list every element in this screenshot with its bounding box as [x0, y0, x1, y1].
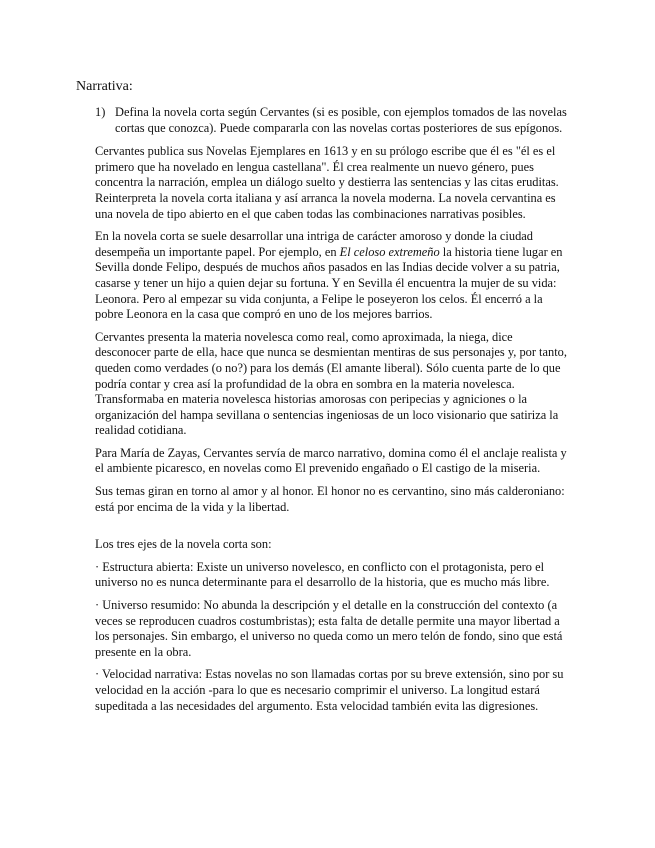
- paragraph-text-after: la historia tiene lugar en Sevilla donde Felipo, después de muchos años pasados en las Indias decide volver a su patria, casarse y tener un hijo a quien dejar su fortuna. Y en Sevilla él encuentra la mujer de su vida: Leonora. Pero al empezar su vida conjunta, a Felipe le poseyeron los celos. Él encerró a la pobre Leonora en la casa que compró en uno de los mejores barrios.: [95, 244, 563, 322]
- paragraph-velocidad-narrativa: · Velocidad narrativa: Estas novelas no son llamadas cortas por su breve extensión, sino por su velocidad en la acción -para lo que es necesario comprimir el universo. La longitud estará supeditada a las necesidades del argumento. Esta velocidad también evita las digresiones.: [95, 667, 564, 713]
- paragraph-text-before: En la novela corta se suele desarrollar una intriga de carácter amoroso y donde la ciudad desempeña un importante papel. Por ejemplo, en: [95, 229, 533, 259]
- paragraph-tres-ejes: Los tres ejes de la novela corta son:: [95, 537, 272, 552]
- question-number: 1): [95, 105, 106, 119]
- paragraph-temas: Sus temas giran en torno al amor y al honor. El honor no es cervantino, sino más calderoniano: está por encima de la vida y la libertad.: [95, 484, 565, 514]
- document-body: [95, 105, 570, 721]
- paragraph-maria-de-zayas: Para María de Zayas, Cervantes servía de marco narrativo, domina como él el anclaje realista y el ambiente picaresco, en novelas como El prevenido engañado o El castigo de la miseria.: [95, 445, 567, 476]
- question-text: Defina la novela corta según Cervantes (si es posible, con ejemplos tomados de las novelas cortas que conozca). Puede compararla con las novelas cortas posteriores de sus epígonos.: [115, 105, 567, 135]
- question-item: [95, 105, 570, 136]
- work-title: El celoso extremeño: [339, 244, 440, 259]
- paragraph-estructura-abierta: · Estructura abierta: Existe un universo novelesco, en conflicto con el protagonista, pero el universo no es nunca determinante para el desarrollo de la historia, que es mucho más libre.: [95, 559, 550, 590]
- section-heading: Narrativa:: [76, 79, 133, 94]
- paragraph-novelas-ejemplares: Cervantes publica sus Novelas Ejemplares en 1613 y en su prólogo escribe que él es "él es el primero que ha novelado en lengua castellana". Él crea realmente un nuevo género, pues concentra la narración, emplea un diálogo suelto y destierra las sentencias y las citas eruditas. Reinterpreta la novela corta italiana y así arranca la novela moderna. La novela cervantina es una novela de tipo abierto en el que caben todas las combinaciones narrativas posibles.: [95, 144, 559, 221]
- paragraph-materia-novelesca: Cervantes presenta la materia novelesca como real, como aproximada, la niega, dice desconocer parte de ella, hace que nunca se desmientan mentiras de sus personajes y, por tanto, queden como verdades (o no?) para los demás (El amante liberal). Sólo cuenta parte de lo que podría contar y crea así la profundidad de la obra en sombra en la materia novelesca. Transformaba en materia novelesca historias amorosas con peripecias y agniciones o la organización del hampa sevillana o sentencias ingeniosas de un loco visionario que satiriza la realidad cotidiana.: [95, 329, 567, 438]
- paragraph-intriga-amorosa: [95, 229, 570, 323]
- paragraph-universo-resumido: · Universo resumido: No abunda la descripción y el detalle en la construcción del contexto (a veces se reproducen cuadros costumbristas); esta falta de detalle permite una mayor libertad a los personajes. Sin embargo, el universo no queda como un mero telón de fondo, sino que está presente en la obra.: [95, 598, 563, 659]
